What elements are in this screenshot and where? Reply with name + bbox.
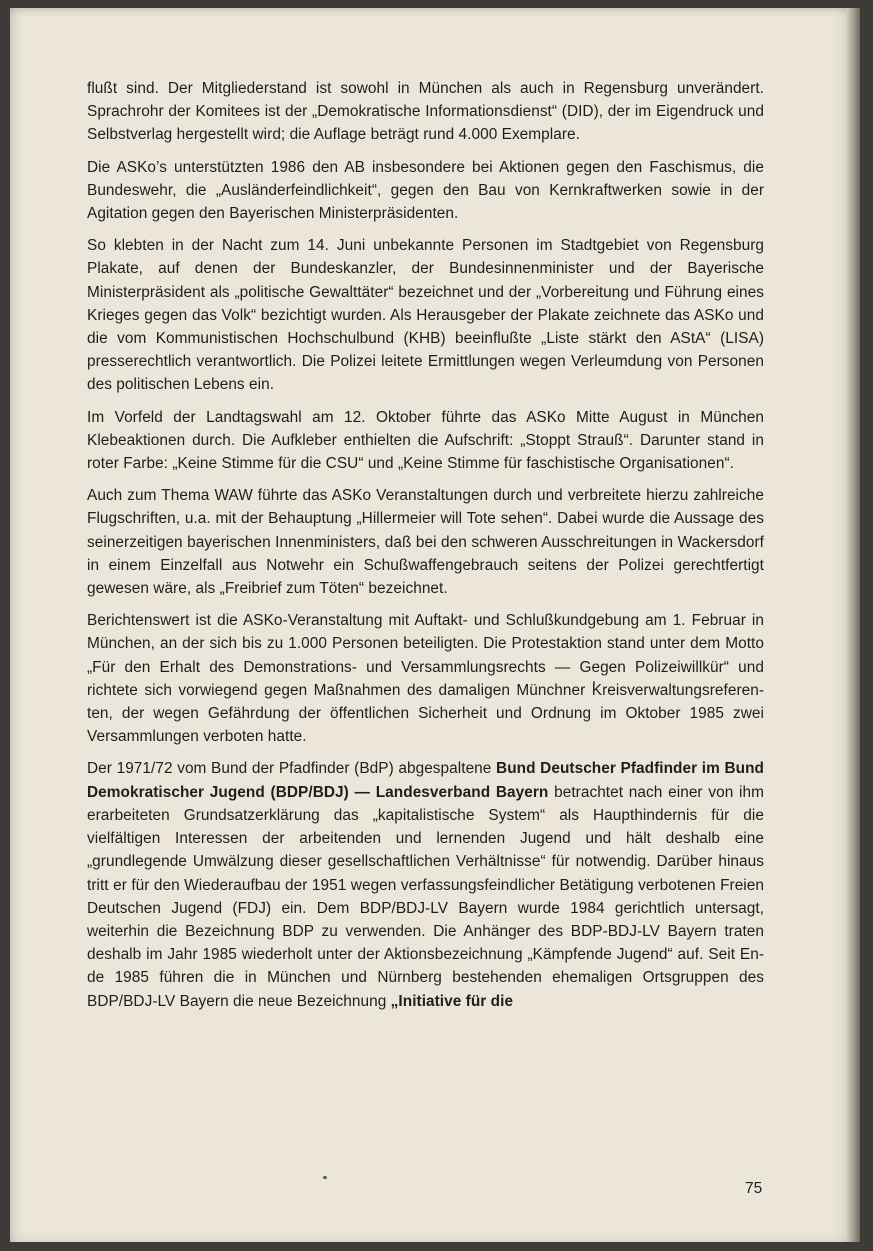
paragraph-2: Die ASKo’s unterstützten 1986 den AB insbesondere bei Aktionen gegen den Faschismus, die Bundeswehr, die „Ausländerfeindlichkeit“, gegen den Bau von Kernkraftwerken sowie in der Agitation gegen den Bayerischen Ministerpräsidenten.: [87, 158, 764, 223]
page-number: 75: [745, 1180, 763, 1197]
paragraph-7-intro: Der 1971/72 vom Bund der Pfadfinder (BdP) abgespaltene: [87, 760, 497, 778]
paragraph-4: Im Vorfeld der Landtagswahl am 12. Oktober führte das ASKo Mitte August in München Klebeaktionen durch. Die Aufkleber enthielten die Aufschrift: „Stoppt Strauß“. Darunter stand in roter Farbe: „Keine Stimme für die CSU“ und „Keine Stimme für faschistische Organisationen“.: [87, 408, 764, 473]
initiative-name-start: „Initiative für die: [390, 992, 514, 1010]
paragraph-7: [87, 757, 764, 1012]
paragraph-5: Auch zum Thema WAW führte das ASKo Veranstaltungen durch und verbreitete hierzu zahlreiche Flugschriften, u.a. mit der Behauptung „Hillermeier will Tote sehen“. Dabei wurde die Aussage des seinerzeitigen bayerischen Innenministers, daß bei den schweren Ausschreitungen in Wackersdorf in einem Einzelfall aus Notwehr ein Schußwaffengebrauch seitens der Polizei gerechtfertigt gewesen wäre, als „Freibrief zum Töten“ bezeichnet.: [87, 487, 764, 598]
paragraph-7-body: betrachtet nach einer von ihm erarbeiteten Grundsatzerklärung das „kapitalistische System“ als Haupthindernis für die vielfältigen Interessen der arbeitenden und lernenden Jugend und hält deshalb eine „grundlegende Umwälzung dieser gesellschaftlichen Verhältnisse“ für notwendig. Darüber hinaus tritt er für den Wiederaufbau der 1951 wegen verfassungsfeindlicher Betätigung verbotenen Freien Deutschen Jugend (FDJ) ein. Dem BDP/BDJ-LV Bayern wurde 1984 gerichtlich untersagt, weiterhin die Bezeichnung BDP zu verwenden. Die Anhänger des BDP-BDJ-LV Bayern traten deshalb im Jahr 1985 wiederholt unter der Aktionsbezeichnung „Kämpfende Jugend“ auf. Seit Ende 1985 führen die in München und Nürnberg bestehenden ehemaligen Ortsgruppen des BDP/BDJ-LV Bayern die neue Bezeichnung: [87, 783, 764, 1010]
paragraph-3: So klebten in der Nacht zum 14. Juni unbekannte Personen im Stadtgebiet von Regensburg Plakate, auf denen der Bundeskanzler, der Bundesinnenminister und der Bayerische Ministerpräsident als „politische Gewalttäter“ bezeichnet und der „Vorbereitung und Führung eines Krieges gegen das Volk“ bezichtigt wurden. Als Herausgeber der Plakate zeichnete das ASKo und die vom Kommunistischen Hochschulbund (KHB) beeinflußte „Liste stärkt den AStA“ (LISA) presserechtlich verantwortlich. Die Polizei leitete Ermittlungen wegen Verleumdung von Personen des politischen Lebens ein.: [87, 237, 764, 394]
scan-speck: [323, 1176, 327, 1179]
body-text: [87, 77, 764, 1022]
organization-name: Bund Deutscher Pfadfinder im Bund Demokratischer Jugend (BDP/BDJ) — Landesverband Bayern: [87, 760, 764, 801]
paragraph-1: flußt sind. Der Mitgliederstand ist sowohl in München als auch in Regensburg unverändert. Sprachrohr der Komitees ist der „Demokratische Informationsdienst“ (DID), der im Eigendruck und Selbstverlag hergestellt wird; die Auflage beträgt rund 4.000 Exemplare.: [87, 80, 764, 144]
paragraph-6: Berichtenswert ist die ASKo-Veranstaltung mit Auftakt- und Schlußkundgebung am 1. Februar in München, an der sich bis zu 1.000 Personen beteiligten. Die Protestaktion stand unter dem Motto „Für den Erhalt des Demonstrations- und Versammlungsrechts — Gegen Polizeiwillkür“ und richtete sich vorwiegend gegen Maßnahmen des damaligen Münchner Kreisverwaltungsreferenten, der wegen Gefährdung der öffentlichen Sicherheit und Ordnung im Oktober 1985 zwei Versammlungen verboten hatte.: [87, 612, 764, 746]
page-binding-shadow: [846, 8, 860, 1242]
